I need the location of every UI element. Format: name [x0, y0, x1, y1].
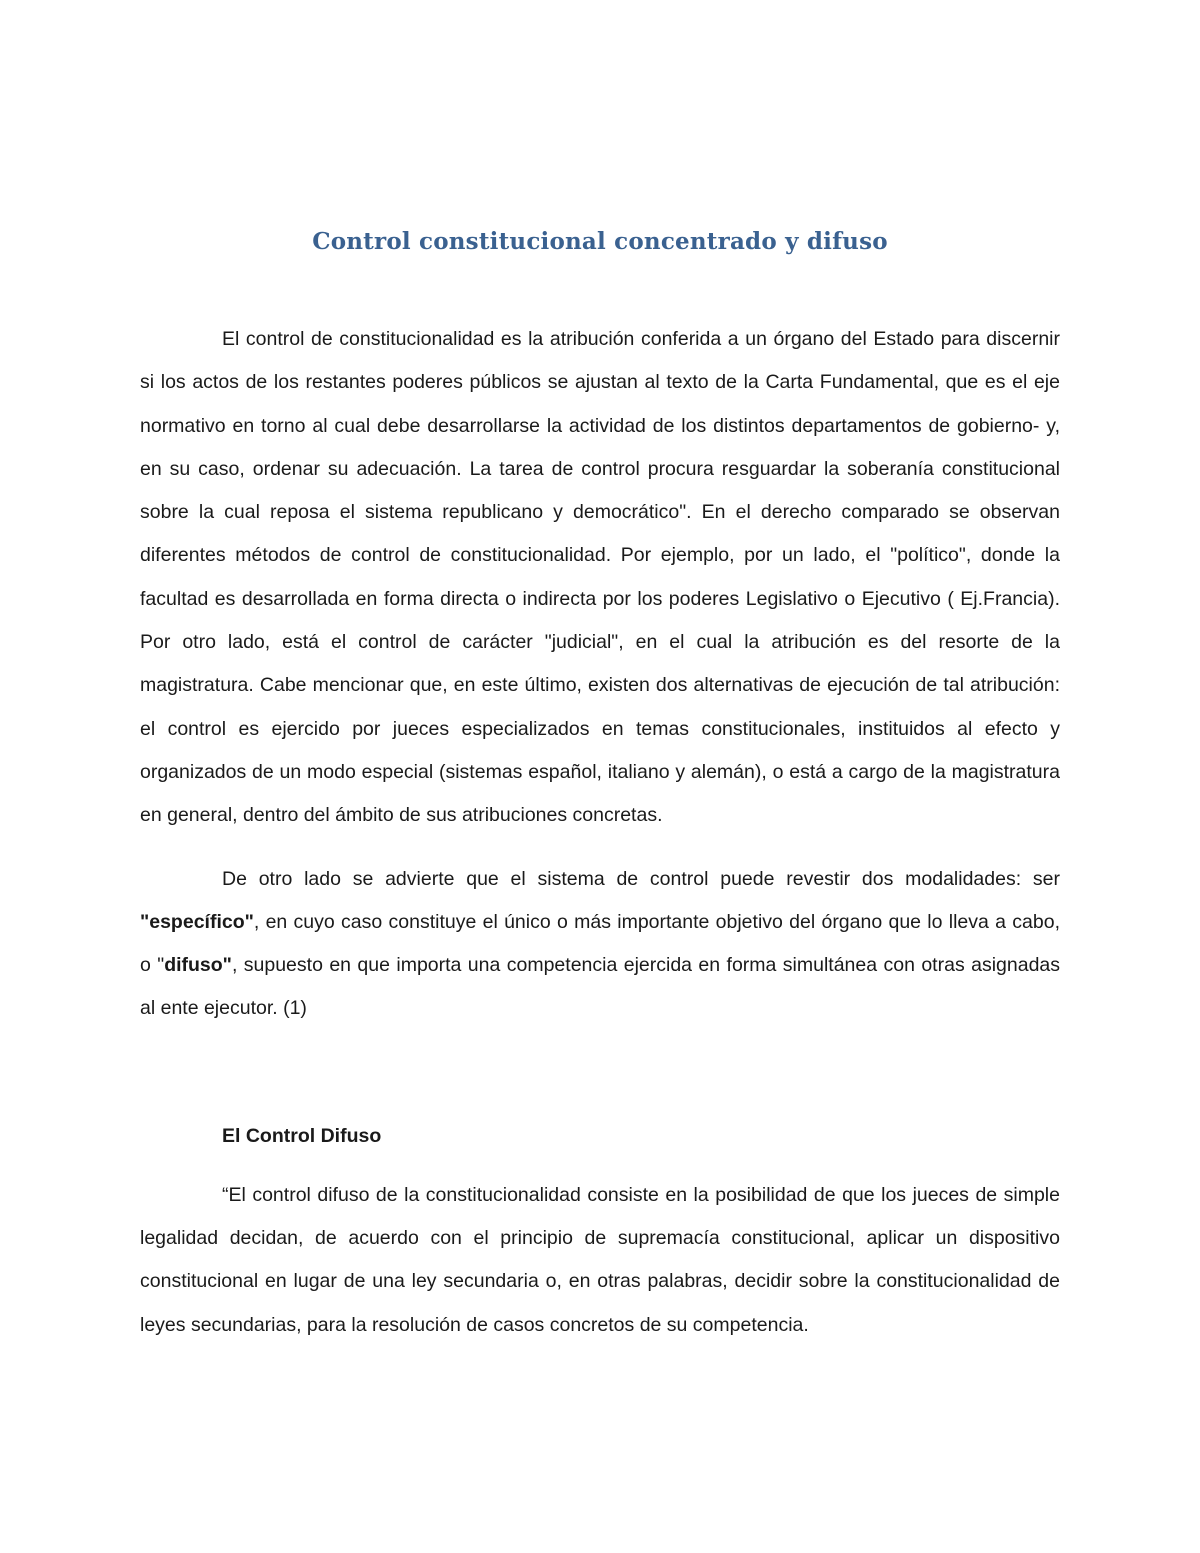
- paragraph-modalities: [140, 858, 1060, 1031]
- paragraph-modalities-text-2: , en cuyo caso constituye el único o más importante objetivo del órgano que lo lleva a cabo, o ": [140, 910, 1060, 977]
- document-title: Control constitucional concentrado y difuso: [312, 228, 888, 255]
- paragraph-modalities-text-1: De otro lado se advierte que el sistema de control puede revestir dos modalidades: ser: [222, 867, 1060, 890]
- term-especifico: "específico": [140, 910, 254, 933]
- term-difuso: difuso": [164, 954, 232, 977]
- paragraph-intro: El control de constitucionalidad es la atribución conferida a un órgano del Estado para discernir si los actos de los restantes poderes públicos se ajustan al texto de la Carta Fundamental, que es el eje normativo en torno al cual debe desarrollarse la actividad de los distintos departamentos de gobierno- y, en su caso, ordenar su adecuación. La tarea de control procura resguardar la soberanía constitucional sobre la cual reposa el sistema republicano y democrático". En el derecho comparado se observan diferentes métodos de control de constitucionalidad. Por ejemplo, por un lado, el "político", donde la facultad es desarrollada en forma directa o indirecta por los poderes Legislativo o Ejecutivo ( Ej.Francia). Por otro lado, está el control de carácter "judicial", en el cual la atribución es del resorte de la magistratura. Cabe mencionar que, en este último, existen dos alternativas de ejecución de tal atribución: el control es ejercido por jueces especializados en temas constitucionales, instituidos al efecto y organizados de un modo especial (sistemas español, italiano y alemán), o está a cargo de la magistratura en general, dentro del ámbito de sus atribuciones concretas.: [140, 328, 1060, 827]
- section-heading: El Control Difuso: [222, 1124, 382, 1147]
- paragraph-control-difuso: “El control difuso de la constitucionalidad consiste en la posibilidad de que los jueces de simple legalidad decidan, de acuerdo con el principio de supremacía constitucional, aplicar un dispositivo constitucional en lugar de una ley secundaria o, en otras palabras, decidir sobre la constitucionalidad de leyes secundarias, para la resolución de casos concretos de su competencia.: [140, 1183, 1060, 1336]
- paragraph-modalities-text-3: , supuesto en que importa una competencia ejercida en forma simultánea con otras asignadas al ente ejecutor. (1): [140, 954, 1061, 1020]
- document-body: [140, 222, 1060, 1347]
